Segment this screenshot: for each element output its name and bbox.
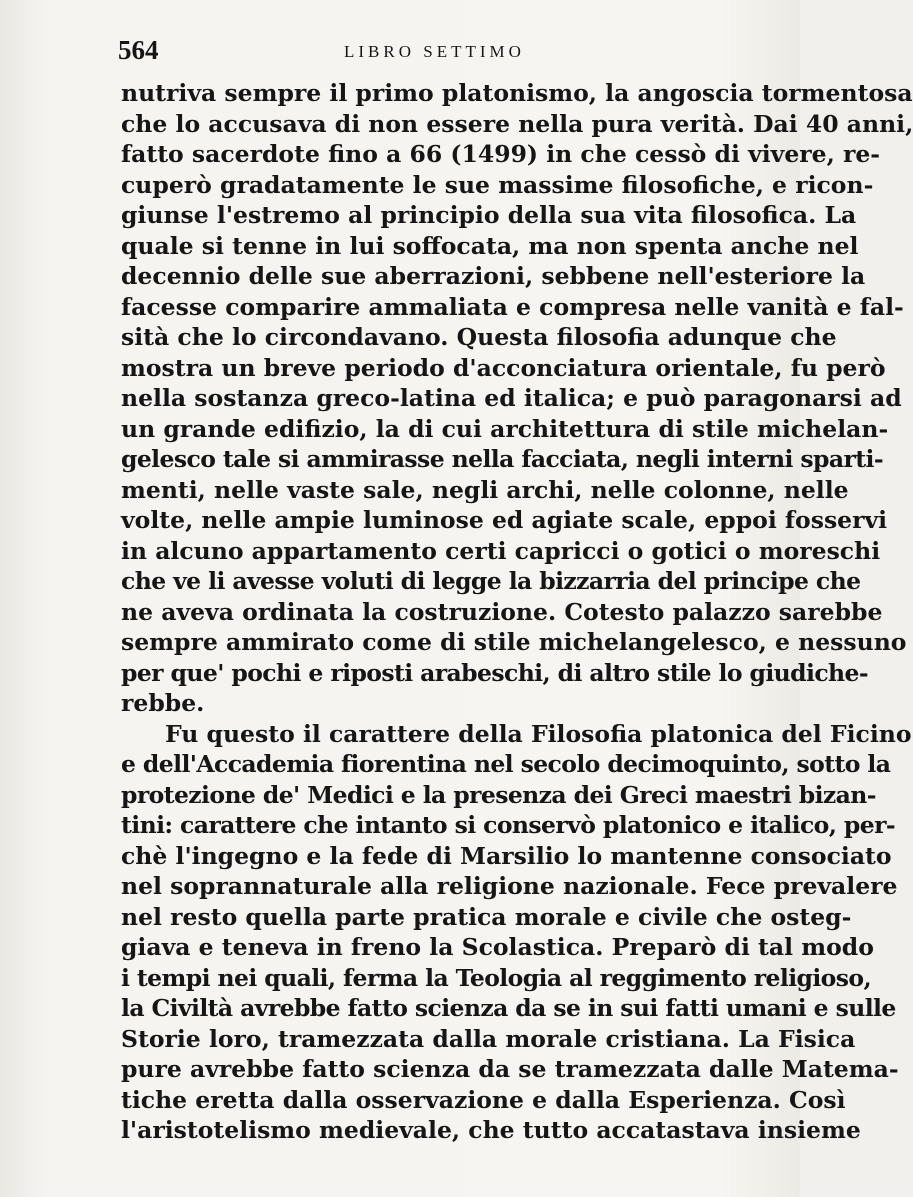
text-line: cuperò gradatamente le sue massime filosofiche, e ricon- [121, 170, 874, 199]
text-line: nutriva sempre il primo platonismo, la angoscia tormentosa [121, 79, 913, 107]
text-line: per que' pochi e riposti arabeschi, di altro stile lo giudiche- [121, 658, 869, 687]
text-line: che lo accusava di non essere nella pura verità. Dai 40 anni, [121, 109, 913, 138]
text-line: giava e teneva in freno la Scolastica. Preparò di tal modo [121, 933, 874, 961]
text-line: sità che lo circondavano. Questa filosofia adunque che [121, 323, 837, 351]
page-number: 564 [118, 35, 159, 65]
text-line: Fu questo il carattere della Filosofia platonica del Ficino [165, 719, 912, 748]
text-line: ne aveva ordinata la costruzione. Cotesto palazzo sarebbe [121, 597, 883, 626]
text-line: mostra un breve periodo d'acconciatura orientale, fu però [121, 353, 886, 382]
text-line: chè l'ingegno e la fede di Marsilio lo mantenne consociato [121, 841, 892, 870]
text-line: tiche eretta dalla osservazione e dalla Esperienza. Così [121, 1085, 846, 1114]
text-line: nel soprannaturale alla religione nazionale. Fece prevalere [121, 872, 898, 900]
text-line: gelesco tale si ammirasse nella facciata, negli interni sparti- [121, 445, 883, 473]
text-line: in alcuno appartamento certi capricci o gotici o moreschi [121, 536, 881, 565]
text-line: sempre ammirato come di stile michelangelesco, e nessuno [121, 628, 907, 656]
text-line: la Civiltà avrebbe fatto scienza da se in sui fatti umani e sulle [121, 994, 896, 1022]
text-line: e dell'Accademia fiorentina nel secolo decimoquinto, sotto la [121, 750, 891, 778]
text-line: pure avrebbe fatto scienza da se tramezzata dalle Matema- [121, 1055, 899, 1083]
text-line: tini: carattere che intanto si conservò platonico e italico, per- [121, 811, 896, 839]
page-header [118, 30, 768, 70]
text-line: volte, nelle ampie luminose ed agiate scale, eppoi fosservi [121, 506, 888, 534]
text-line: i tempi nei quali, ferma la Teologia al reggimento religioso, [121, 963, 872, 992]
paragraph-1 [121, 78, 913, 719]
paragraph-2 [121, 719, 912, 1146]
text-line: quale si tenne in lui soffocata, ma non spenta anche nel [121, 231, 859, 260]
running-head: LIBRO SETTIMO [344, 42, 525, 61]
text-line: giunse l'estremo al principio della sua vita filosofica. La [121, 201, 857, 229]
text-line: facesse comparire ammaliata e compresa nelle vanità e fal- [121, 292, 904, 321]
text-line: menti, nelle vaste sale, negli archi, nelle colonne, nelle [121, 475, 849, 504]
text-line: fatto sacerdote fino a 66 (1499) in che cessò di vivere, re- [121, 140, 881, 168]
text-line: nel resto quella parte pratica morale e civile che osteg- [121, 902, 852, 931]
text-line: rebbe. [121, 689, 205, 717]
body-text [121, 78, 913, 1146]
text-line: Storie loro, tramezzata dalla morale cristiana. La Fisica [121, 1024, 856, 1053]
text-line: l'aristotelismo medievale, che tutto accatastava insieme [121, 1116, 861, 1144]
text-line: nella sostanza greco-latina ed italica; e può paragonarsi ad [121, 384, 902, 412]
text-line: che ve li avesse voluti di legge la bizzarria del principe che [121, 567, 861, 595]
text-line: un grande edifizio, la di cui architettura di stile michelan- [121, 414, 889, 443]
text-line: decennio delle sue aberrazioni, sebbene nell'esteriore la [121, 262, 866, 290]
text-line: protezione de' Medici e la presenza dei Greci maestri bizan- [121, 780, 876, 809]
